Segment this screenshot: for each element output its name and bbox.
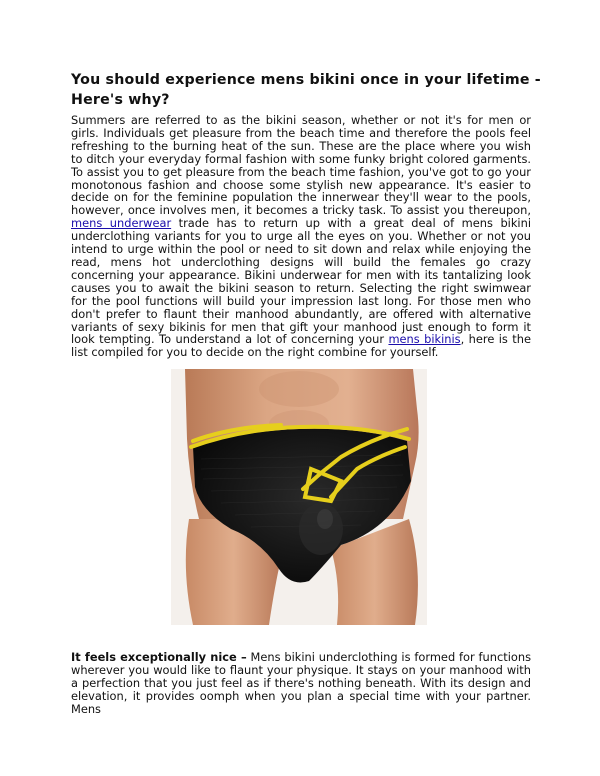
section-paragraph: [71, 651, 531, 716]
product-photo-illustration: [171, 369, 427, 625]
intro-paragraph: [71, 114, 531, 359]
intro-text-3: , here is the list compiled for you to decide on the right combine for yourself.: [71, 332, 531, 360]
section-heading: It feels exceptionally nice –: [71, 650, 247, 664]
article-title: You should experience mens bikini once in your lifetime - Here's why?: [71, 72, 541, 108]
intro-text-1: Summers are referred to as the bikini season, whether or not it's for men or girls. Individuals get pleasure from the beach time and therefore the pools feel refreshing to the burning heat of the sun. These are the place where you wish to ditch your everyday formal fashion with some funky bright colored garments. To assist you to get pleasure from the beach time fashion, you've got to go your monotonous fashion and choose some stylish new appearance. It's easier to decide on for the feminine population the innerwear they'll wear to the pools, however, once involves men, it becomes a tricky task. To assist you thereupon,: [71, 113, 531, 218]
mens-bikinis-link[interactable]: mens bikinis: [388, 332, 461, 347]
intro-text-2: trade has to return up with a great deal of mens bikini underclothing variants for you to urge all the eyes on you. Whether or not you intend to urge within the pool or need to sit down and relax while enjoying the read, mens hot underclothing designs will build the females go crazy concerning your appearance. Bikini underwear for men with its tantalizing look causes you to await the bikini season to return. Selecting the right swimwear for the pool functions will build your impression last long. For those men who don't prefer to flaunt their manhood abundantly, are offered with alternative variants of sexy bikinis for men that gift your manhood just enough to form it look tempting. To understand a lot of concerning your: [71, 216, 531, 347]
product-photo: [171, 369, 427, 625]
section-body: Mens bikini underclothing is formed for functions wherever you would like to flaunt your physique. It stays on your manhood with a perfection that you just feel as if there's nothing beneath. With its design and elevation, it provides oomph when you plan a special time with your partner. Mens: [71, 650, 532, 716]
mens-underwear-link[interactable]: mens underwear: [71, 216, 172, 231]
